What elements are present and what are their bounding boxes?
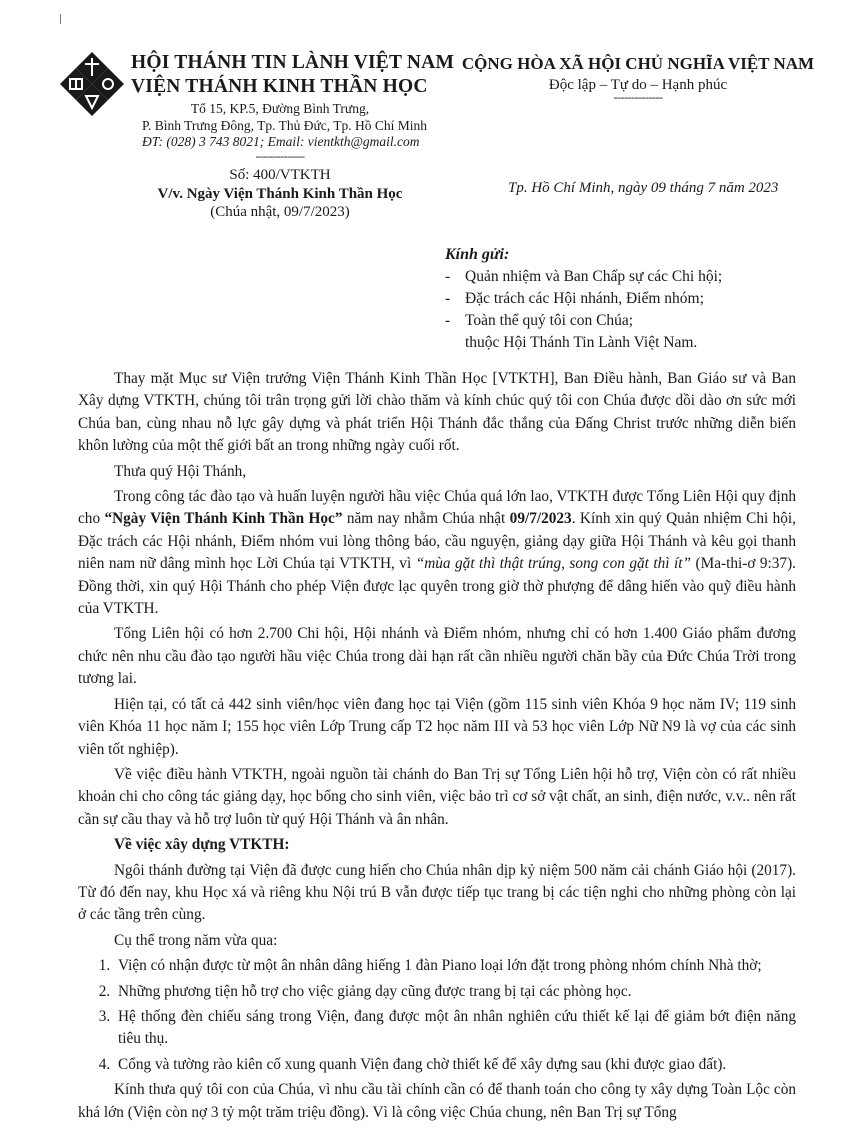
recipients-title: Kính gửi: [445, 246, 510, 263]
scan-mark [60, 14, 61, 24]
document-number: Số: 400/VTKTH [229, 167, 331, 183]
paragraph: Cụ thể trong năm vừa qua: [114, 931, 278, 949]
list-item: 3. Hệ thống đèn chiếu sáng trong Viện, đang được một ân nhân nghiên cứu thiết kế lại để giảm bớt điện năng tiêu thụ. [114, 1006, 796, 1051]
letter-body [78, 368, 796, 1127]
recipients-suffix: thuộc Hội Thánh Tin Lành Việt Nam. [465, 334, 698, 351]
subject-date: (Chúa nhật, 09/7/2023) [210, 204, 350, 220]
paragraph: Ngôi thánh đường tại Viện đã được cung hiến cho Chúa nhân dịp kỷ niệm 500 năm cải chánh Giáo hội (2017). Từ đó đến nay, khu Học xá và riêng khu Nội trú B vẫn được tiếp tục trang bị các tiện nghi cho những phòng còn lại ở các tầng trên cùng. [78, 861, 796, 924]
event-name: “Ngày Viện Thánh Kinh Thần Học” [104, 510, 343, 528]
recipient-item: - Quản nhiệm và Ban Chấp sự các Chi hội; [445, 268, 723, 285]
organization-name: HỘI THÁNH TIN LÀNH VIỆT NAM [131, 52, 455, 73]
paragraph: Thưa quý Hội Thánh, [114, 462, 247, 480]
motto-divider: -------------- [613, 90, 663, 104]
paragraph: Trong công tác đào tạo và huấn luyện người hầu việc Chúa quá lớn lao, VTKTH được Tổng Liên Hội quy định cho “Ngày Viện Thánh Kinh Thần Học” năm nay nhằm Chúa nhật 09/7/2023. Kính xin quý Quản nhiệm Chi hội, Đặc trách các Hội nhánh, Điểm nhóm vui lòng thông báo, cầu nguyện, giảng dạy giữa Hội Thánh và kêu gọi thanh niên nam nữ dâng mình học Lời Chúa tại VTKTH, vì “mùa gặt thì thật trúng, song con gặt thì ít” (Ma-thi-ơ 9:37). Đồng thời, xin quý Hội Thánh cho phép Viện được lạc quyên trong giờ thờ phượng để dâng hiến vào quỹ điều hành của VTKTH. [78, 488, 796, 618]
scripture-quote: “mùa gặt thì thật trúng, song con gặt thì ít” [415, 555, 692, 573]
paragraph: Về việc điều hành VTKTH, ngoài nguồn tài chánh do Ban Trị sự Tổng Liên hội hỗ trợ, Viện còn có rất nhiều khoản chi cho công tác giảng dạy, học bổng cho sinh viên, việc bảo trì cơ sở vật chất, an sinh, điện nước, v.v.. nên rất cần sự cầu thay và hỗ trợ luôn từ quý Hội Thánh và ân nhân. [78, 765, 796, 828]
recipient-item: - Đặc trách các Hội nhánh, Điểm nhóm; [445, 290, 704, 307]
event-date: 09/7/2023 [509, 510, 572, 528]
place-and-date: Tp. Hồ Chí Minh, ngày 09 tháng 7 năm 2023 [508, 180, 779, 196]
paragraph: Kính thưa quý tôi con của Chúa, vì nhu cầu tài chính cần có để thanh toán cho công ty xây dựng Toàn Lộc còn khá lớn (Viện còn nợ 3 tỷ một trăm triệu đồng). Vì là công việc Chúa chung, nên Ban Trị sự Tổng [78, 1081, 796, 1121]
paragraph: Tổng Liên hội có hơn 2.700 Chi hội, Hội nhánh và Điểm nhóm, nhưng chỉ có hơn 1.400 Giáo phẩm đương chức nên nhu cầu đào tạo người hầu việc Chúa trong dài hạn rất cần nhiều người chăn bầy của Đức Chúa Trời trong tương lai. [78, 625, 796, 688]
recipient-item: - Toàn thể quý tôi con Chúa; [445, 312, 634, 329]
list-item: 1. Viện có nhận được từ một ân nhân dâng hiếng 1 đàn Piano loại lớn đặt trong phòng nhóm chính Nhà thờ; [114, 955, 796, 977]
achievements-list [78, 955, 796, 1076]
republic-title: CỘNG HÒA XÃ HỘI CHỦ NGHĨA VIỆT NAM [461, 54, 815, 73]
institute-logo-icon [58, 50, 126, 118]
header-divider: -------------- [255, 149, 305, 163]
address-line-1: Tổ 15, KP.5, Đường Bình Trưng, [190, 101, 370, 116]
national-motto: Độc lập – Tự do – Hạnh phúc [548, 77, 728, 93]
document-subject: V/v. Ngày Viện Thánh Kinh Thần Học [157, 186, 403, 202]
list-item: 4. Cổng và tường rào kiên cố xung quanh Viện đang chờ thiết kế để xây dựng sau (khi được giao đất). [114, 1054, 796, 1076]
institute-name: VIỆN THÁNH KINH THẦN HỌC [131, 76, 428, 97]
paragraph: Thay mặt Mục sư Viện trưởng Viện Thánh Kinh Thần Học [VTKTH], Ban Điều hành, Ban Giáo sư và Ban Xây dựng VTKTH, chúng tôi trân trọng gửi lời chào thăm và kính chúc quý tôi con Chúa được dồi dào ơn sức mới Chúa ban, cùng nhau nỗ lực gây dựng và phát triển Hội Thánh đắc thắng của Đấng Christ trước những diễn biến khôn lường của một thế giới bất an trong những ngày cuối rốt. [78, 370, 796, 455]
list-item: 2. Những phương tiện hỗ trợ cho việc giảng dạy cũng được trang bị tại các phòng học. [114, 981, 796, 1003]
contact-line: ĐT: (028) 3 743 8021; Email: vientkth@gmail.com [142, 134, 420, 149]
address-line-2: P. Bình Trưng Đông, Tp. Thủ Đức, Tp. Hồ Chí Minh [142, 118, 428, 133]
paragraph: Hiện tại, có tất cả 442 sinh viên/học viên đang học tại Viện (gồm 115 sinh viên Khóa 9 học năm IV; 119 sinh viên Khóa 11 học năm I; 155 học viên Lớp Trung cấp T2 học năm III và 53 học viên Lớp Nữ N9 là vợ của các sinh viên tốt nghiệp). [78, 695, 796, 758]
section-heading: Về việc xây dựng VTKTH: [114, 836, 290, 854]
